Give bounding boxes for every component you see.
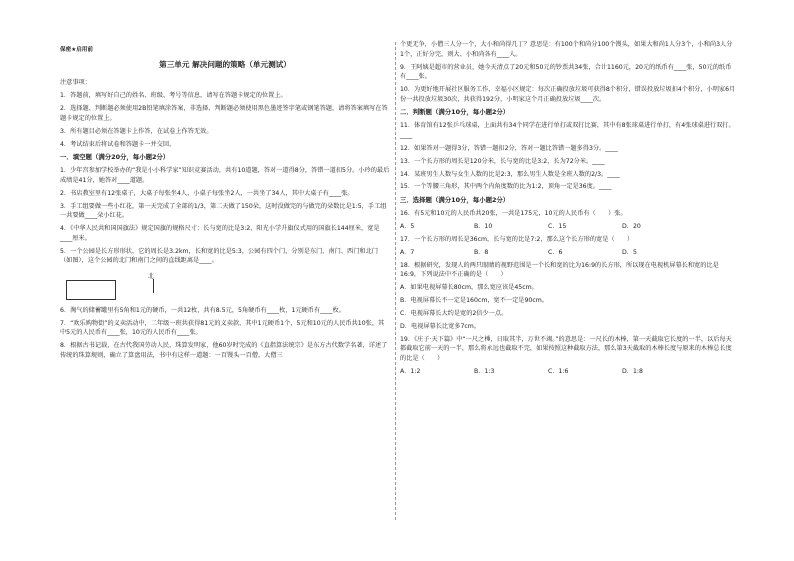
question-text: 15．一个等腰三角形，其中两个内角度数的比为1:2，顶角一定是36度。____	[400, 183, 612, 191]
question-text: 5．一个公园是长方形形状，它的周长是3.2km，长和宽的比是5:3，公园有四个门，分别是东门、南门、西门和北门（如图），这个公园的北门和南门之间的直线距离是____。	[60, 247, 378, 265]
question-text: D．电视屏幕长比宽多7cm。	[400, 322, 481, 330]
question-text: 注意事项：	[60, 79, 91, 87]
choice-option: B．10	[474, 222, 493, 230]
question-text: 13．一个长方形的周长是120分米，长与宽的比是3:2，长为72分米。____	[400, 157, 605, 165]
question-text: C．电视屏幕长大约是宽的2倍少一点。	[400, 309, 508, 317]
question-text: 6．淘气的储蓄罐里有5角和1元的硬币，一共12枚，共有8.5元，5角硬币有____枚，1元硬币有____枚。	[60, 306, 345, 314]
question-text: 8．根据古书记载，在古代我国劳动人民，珠算发明家，他60岁时完成的《直指算法统宗》是东方古代数学名著，详述了传统的珠算规则，确立了算盘用法，书中有这样一道题：一百馒头一百僧，大僧三	[60, 342, 388, 359]
choice-option: A．5	[400, 222, 415, 230]
question-text: 3．所有题目必须在答题卡上作答，在试卷上作答无效。	[60, 127, 213, 135]
section-heading: 三．选择题（满分10分，每小题2分）	[400, 196, 510, 205]
question-text: 2．书店教室里有12张桌子，大桌子每张坐4人，小桌子每张坐2人，一共坐了34人，其中大桌子有____张。	[60, 189, 354, 197]
choice-row	[400, 248, 736, 258]
choice-option: B．1:3	[474, 367, 495, 375]
choice-row	[400, 367, 736, 377]
north-arrow-icon	[153, 279, 154, 293]
north-label: 北	[148, 272, 155, 280]
question-text: 2．选择题、判断题必须使用2B铅笔填涂答案，非选择、判断题必须使用黑色墨迹签字笔或钢笔答题，请将答案填写在答题卡规定的位置上。	[60, 105, 388, 122]
question-text: 18．根据研究，发现人的两只眼睛的视野范围是一个长和宽的比为16:9的长方形，所以现在电视机屏幕长和宽的比是16:9，下列说法中不正确的是（ ）	[400, 261, 719, 279]
choice-option: C．6	[548, 248, 563, 256]
question-text: 4．《中华人民共和国国旗法》规定国旗的规格尺寸：长与宽的比是3:2，阳光小学升旗仪式用的国旗长144厘米，宽是____厘米。	[60, 225, 380, 242]
question-text: 1．答题前，填写好自己的姓名、班级、考号等信息，请写在答题卡规定的位置上。	[60, 92, 287, 100]
question-text: 7．“欢乐购物街”的义卖活动中，二年级一班共获得81元的义卖款，其中1元硬币1个，5元和10元的人民币共10张，其中5元的人民币有____张，10元的人民币有____张。	[60, 319, 385, 337]
question-text: 4．考试结束后将试卷和答题卡一并交回。	[60, 140, 176, 148]
choice-option: D．5	[622, 248, 637, 256]
question-text: 17．一个长方形的周长是36cm，长与宽的比是7:2，那么这个长方形的宽是（ ）	[400, 235, 634, 243]
right-column	[400, 40, 736, 380]
left-column	[60, 40, 390, 364]
choice-option: D．20	[622, 222, 641, 230]
question-text: 10．为更好地开展社区服务工作，幸福小区规定：每次正确投放垃圾可获得8个积分，错误投放垃圾扣4个积分，小明家6月份一共投放垃圾30次，共获得192分，小明家这个月正确投放垃圾____次。	[400, 86, 736, 103]
question-text: 19．《庄子·天下篇》中“一尺之棰，日取其半，万世不竭。”的意思是：一尺长的木棒，第一天截取它长度的一半，以后每天都截取它前一天的一半，那么将永远也截取不完，如果按照这种截取方法，那么第3天截取的木棒长度与原来的木棒总长度的比是（ ）	[400, 335, 732, 362]
question-text: 16．有5元和10元的人民币共20张，一共是175元，10元的人民币有（ ）张。	[400, 209, 627, 217]
question-text: A．如果电视屏幕长80cm，那么宽应该是45cm。	[400, 284, 538, 292]
secret-label: 保密★启用前	[60, 47, 93, 53]
choice-row	[400, 222, 736, 232]
choice-option: B．8	[474, 248, 489, 256]
park-rectangle	[66, 280, 116, 300]
left-content	[60, 78, 390, 360]
choice-option: C．1:6	[548, 367, 569, 375]
question-text: 1．少年宫参加学校举办的“我是小小科学家”知识竞赛活动，共有10道题，答对一道得8分，答错一道扣5分。小玲的最后成绩是41分，她答对____道题。	[60, 167, 390, 184]
question-text: 9．王阿姨是超市的营业员，她今天清点了20元和50元的钞票共34张，合计1160元，20元的纸币有____张，50元的纸币有____张。	[400, 63, 732, 81]
choice-option: D．1:8	[622, 367, 643, 375]
question-text: 3．手工组要做一些小红花，第一天完成了全部的1/3，第二天做了150朵，这时没做完的与做完的朵数比是1:5，手工组一共要做____朵小红花。	[60, 202, 387, 220]
question-text: B．电视屏幕长不一定是160cm，宽不一定是90cm。	[400, 296, 548, 304]
section-heading: 一．填空题（满分20分，每小题2分）	[60, 153, 170, 162]
choice-option: C．15	[548, 222, 567, 230]
section-heading: 二．判断题（满分10分，每小题2分）	[400, 108, 510, 117]
choice-option: A．7	[400, 248, 415, 256]
page-title: 第三单元 解决问题的策略（单元测试）	[159, 59, 291, 69]
question-text: 11．体育馆有12张乒乓球桌，上面共有34个同学在进行单打或双打比赛，其中有8张球桌进行单打，有4张球桌进行双打。____	[400, 122, 735, 139]
column-divider	[395, 42, 396, 520]
park-figure	[60, 272, 390, 302]
question-text: 12．如果答对一题得3分，答错一题扣2分，答对一题比答错一题多得3分。____	[400, 144, 618, 152]
choice-option: A．1:2	[400, 367, 421, 375]
question-text: 个更无争，小僧三人分一个，大小和尚得几丁？意思是：有100个和尚分100个馒头，如果大和尚1人分3个，小和尚3人分1个，正好分完，则大、小和尚各有____人。	[400, 41, 733, 58]
right-content	[400, 40, 736, 376]
question-text: 14．某班男生人数与女生人数的比是2:3，那么男生人数是全班人数的2/3。____	[400, 170, 620, 178]
